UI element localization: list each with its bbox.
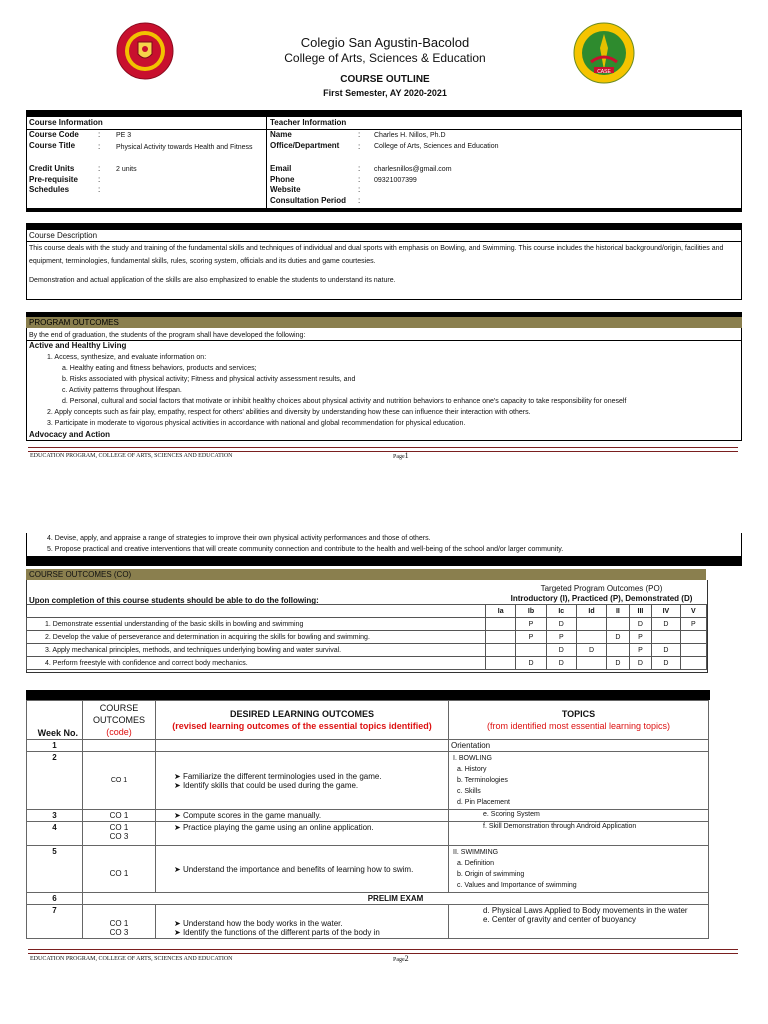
dlo-bullet: ➤ Identify skills that could be used during the game.: [174, 780, 359, 790]
topic-item: b. Terminologies: [457, 777, 508, 784]
co-text: [27, 618, 486, 631]
info-bottom-bar: [26, 208, 742, 212]
footer-rule-page2: [28, 949, 738, 954]
description-heading: Course Description: [29, 231, 98, 240]
po-item-1b: b. Risks associated with physical activity; Fitness and physical activity assessment results, and: [62, 376, 356, 383]
name-label: Name: [270, 130, 292, 139]
program-outcomes-heading-bg: [26, 317, 742, 328]
credit-units-label: Credit Units: [29, 164, 75, 173]
po-mark: D: [576, 644, 606, 657]
dlo-header-sub: (revised learning outcomes of the essential topics identified): [172, 721, 432, 731]
email-value[interactable]: charlesnillos@gmail.com: [374, 166, 452, 173]
co-code: CO 1: [83, 752, 156, 810]
college-name: College of Arts, Sciences & Education: [284, 51, 486, 65]
po-mark: D: [516, 657, 546, 670]
email-label: Email: [270, 164, 292, 173]
dlo-bullet: ➤ Familiarize the different terminologies used in the game.: [174, 771, 382, 781]
prelim-exam-cell: [83, 893, 709, 905]
po-mark: P: [516, 631, 546, 644]
table-row: [27, 893, 709, 905]
po-mark: [576, 618, 606, 631]
course-info-heading: Course Information: [29, 118, 103, 127]
colon: :: [98, 164, 101, 173]
table-row: [27, 752, 709, 810]
course-code-value: PE 3: [116, 132, 132, 139]
po-item-1a: a. Healthy eating and fitness behaviors, products and services;: [62, 365, 257, 372]
school-seal-left: [116, 22, 174, 80]
co-text-value: 1. Demonstrate essential understanding of the basic skills in bowling and swimming: [45, 620, 304, 628]
po-col-header: II: [607, 605, 630, 618]
semester-label: First Semester, AY 2020-2021: [323, 88, 447, 98]
dlo-cell: ➤ Compute scores in the game manually.: [156, 810, 449, 822]
dlo-bullet: ➤ Understand how the body works in the water.: [174, 919, 343, 928]
po-column-header-row: [27, 605, 707, 618]
co-text: [27, 657, 486, 670]
po-item-1: 1. Access, synthesize, and evaluate information on:: [47, 354, 207, 361]
po-item-3: 3. Participate in moderate to vigorous physical activities in accordance with national and global recommendation for physical education.: [47, 420, 466, 427]
co-code: CO 1: [83, 846, 156, 893]
po-mark: D: [629, 618, 652, 631]
co-text: [27, 631, 486, 644]
po-mark: [486, 657, 516, 670]
colon: :: [358, 164, 361, 173]
consultation-label: Consultation Period: [270, 196, 346, 205]
topic-item: a. Definition: [457, 860, 494, 867]
document-title: COURSE OUTLINE: [340, 74, 430, 85]
week-number: 7: [27, 905, 83, 939]
po-col-header: Ib: [516, 605, 546, 618]
po-mark: P: [546, 631, 576, 644]
co-text-value: 3. Apply mechanical principles, methods, and techniques underlying bowling and water survival.: [45, 646, 342, 654]
dlo-header-title: DESIRED LEARNING OUTCOMES: [229, 709, 374, 719]
po-mark: [486, 644, 516, 657]
topic-item: d. Pin Placement: [457, 799, 510, 806]
topic-cell: [449, 905, 709, 939]
page-number-value: 2: [404, 954, 409, 963]
table-row: [27, 822, 709, 846]
co-text-value: 4. Perform freestyle with confidence and correct body mechanics.: [45, 659, 248, 667]
footer-rule-page1: [28, 447, 738, 452]
po-mark: D: [629, 657, 652, 670]
co-code: [83, 740, 156, 752]
topic-item: b. Origin of swimming: [457, 871, 525, 878]
po-mark: P: [629, 644, 652, 657]
colon: :: [358, 142, 361, 151]
course-outcomes-lead: Upon completion of this course students should be able to do the following:: [29, 596, 319, 605]
po-mark: [607, 644, 630, 657]
po-item-2: 2. Apply concepts such as fair play, empathy, respect for others' abilities and diversity by understanding how these can influence their interaction with others.: [47, 409, 531, 416]
program-outcomes-heading: PROGRAM OUTCOMES: [29, 318, 119, 327]
dlo-header: [156, 701, 449, 740]
dlo-bullet: ➤ Identify the functions of the different parts of the body in: [174, 928, 380, 937]
topics-header-sub: (from identified most essential learning topics): [486, 721, 671, 731]
co-code-line: CO 3: [109, 928, 129, 937]
teacher-name-value: Charles H. Nillos, Ph.D: [374, 132, 446, 139]
co-code-line: CO 1: [109, 823, 129, 832]
targeted-po-subtitle: Introductory (I), Practiced (P), Demonstrated (D): [510, 594, 693, 603]
po-mark: D: [652, 644, 680, 657]
week-number: 6: [27, 893, 83, 905]
dlo-cell: [156, 752, 449, 810]
active-healthy-living-label: Active and Healthy Living: [29, 341, 127, 350]
topic-heading: I. BOWLING: [453, 755, 492, 762]
topic-item: d. Physical Laws Applied to Body movements in the water: [483, 906, 688, 915]
colon: :: [98, 185, 101, 194]
dlo-text: Familiarize the different terminologies used in the game.: [182, 771, 382, 781]
phone-label: Phone: [270, 175, 295, 184]
page-number-1: [393, 451, 409, 460]
dlo-text: Identify the functions of the different parts of the body in: [182, 928, 380, 937]
topic-cell: [449, 846, 709, 893]
colon: :: [98, 175, 101, 184]
prerequisite-label: Pre-requisite: [29, 175, 78, 184]
co-text-header: [27, 605, 486, 618]
week-number: 3: [27, 810, 83, 822]
co-header-line2: OUTCOMES: [92, 715, 145, 725]
course-outcomes-table: [26, 604, 707, 670]
po-mark: [607, 618, 630, 631]
topic-cell: [449, 752, 709, 810]
table-row: [27, 905, 709, 939]
week-number: 2: [27, 752, 83, 810]
page-word: Page: [393, 454, 405, 460]
po-mark: [486, 631, 516, 644]
phone-value: 09321007399: [374, 177, 417, 184]
colon: :: [98, 142, 101, 151]
co-header-line3: (code): [106, 727, 132, 737]
week-number: 4: [27, 822, 83, 846]
institution-name: Colegio San Agustin-Bacolod: [300, 35, 470, 50]
topic-item: c. Values and Importance of swimming: [457, 882, 577, 889]
description-paragraph-2: Demonstration and actual application of the skills are also emphasized to enable the students to understand its nature.: [29, 277, 396, 284]
table-row: [27, 631, 707, 644]
table-row: [27, 846, 709, 893]
topic-item: c. Skills: [457, 788, 481, 795]
topic-item: a. History: [457, 766, 487, 773]
dlo-text: Compute scores in the game manually.: [182, 811, 322, 820]
topic-heading: II. SWIMMING: [453, 849, 499, 856]
po-mark: [486, 618, 516, 631]
page-number-2: [393, 954, 409, 963]
co-code: [83, 822, 156, 846]
po-mark: [576, 657, 606, 670]
po-item-4: 4. Devise, apply, and appraise a range of strategies to improve their own physical activity performances and those of others.: [47, 535, 431, 542]
seal-caption: CASE: [597, 69, 611, 75]
dlo-text: Understand how the body works in the water.: [182, 919, 343, 928]
po-mark: D: [546, 657, 576, 670]
week-header: [27, 701, 83, 740]
colon: :: [358, 175, 361, 184]
course-title-label: Course Title: [29, 141, 76, 150]
po-mark: D: [546, 644, 576, 657]
table-row: [27, 810, 709, 822]
topics-header-title: TOPICS: [561, 709, 596, 719]
colon: :: [98, 130, 101, 139]
po-mark: [680, 644, 706, 657]
topic-cell: f. Skill Demonstration through Android Application: [449, 822, 709, 846]
dlo-cell: [156, 905, 449, 939]
dlo-cell: ➤ Practice playing the game using an online application.: [156, 822, 449, 846]
colon: :: [358, 185, 361, 194]
table-row: [27, 618, 707, 631]
co-text-value: 2. Develop the value of perseverance and determination in acquiring the skills for bowling and swimming.: [45, 633, 370, 641]
po-col-header: Ic: [546, 605, 576, 618]
po-mark: D: [607, 631, 630, 644]
office-value: College of Arts, Sciences and Education: [374, 143, 499, 150]
topic-item: e. Center of gravity and center of buoyancy: [483, 915, 636, 924]
po-mark: [680, 631, 706, 644]
course-title-value: Physical Activity towards Health and Fitness: [116, 144, 253, 151]
footer-text-page1: EDUCATION PROGRAM, COLLEGE OF ARTS, SCIENCES AND EDUCATION: [30, 453, 233, 459]
course-outcomes-heading: COURSE OUTCOMES (CO): [29, 570, 132, 579]
weekly-plan-table: [26, 700, 709, 939]
co-header-line1: COURSE: [99, 703, 139, 713]
po-mark: D: [546, 618, 576, 631]
teacher-info-heading: Teacher Information: [270, 118, 347, 127]
week-header-text: Week No.: [37, 728, 78, 738]
page-number-value: 1: [404, 451, 409, 460]
colon: :: [358, 130, 361, 139]
po-mark: [516, 644, 546, 657]
topics-header: [449, 701, 709, 740]
po-mark: D: [607, 657, 630, 670]
weekly-header-row: [27, 701, 709, 740]
dlo-text: Understand the importance and benefits of learning how to swim.: [182, 864, 414, 874]
po-item-1c: c. Activity patterns throughout lifespan.: [62, 387, 182, 394]
po-mark: [652, 631, 680, 644]
weekly-top-bar: [26, 690, 710, 700]
table-row: [27, 644, 707, 657]
colon: :: [358, 196, 361, 205]
po-col-header: IV: [652, 605, 680, 618]
po-bottom-bar: [26, 556, 742, 566]
co-header: [83, 701, 156, 740]
co-text: [27, 644, 486, 657]
po-mark: P: [680, 618, 706, 631]
po-col-header: Ia: [486, 605, 516, 618]
po-col-header: III: [629, 605, 652, 618]
po-col-header: V: [680, 605, 706, 618]
table-row: [27, 740, 709, 752]
week-number: 5: [27, 846, 83, 893]
po-mark: D: [652, 657, 680, 670]
table-row: [27, 657, 707, 670]
course-code-label: Course Code: [29, 130, 79, 139]
co-code-line: CO 3: [109, 832, 129, 841]
footer-text-page2: EDUCATION PROGRAM, COLLEGE OF ARTS, SCIENCES AND EDUCATION: [30, 956, 233, 962]
po-mark: [576, 631, 606, 644]
po-item-5: 5. Propose practical and creative interventions that will create community connection and contribute to the health and well-being of the school and/or larger community.: [47, 546, 564, 553]
topic-cell: Orientation: [449, 740, 709, 752]
topic-cell: e. Scoring System: [449, 810, 709, 822]
prelim-exam-label: PRELIM EXAM: [367, 894, 424, 903]
program-outcomes-intro-rule: [26, 340, 742, 341]
dlo-cell: [156, 740, 449, 752]
po-mark: D: [652, 618, 680, 631]
dlo-cell: ➤ Understand the importance and benefits of learning how to swim.: [156, 846, 449, 893]
po-col-header: Id: [576, 605, 606, 618]
info-divider: [266, 117, 267, 209]
program-outcomes-intro: By the end of graduation, the students of the program shall have developed the following:: [29, 332, 306, 339]
po-mark: P: [516, 618, 546, 631]
office-label: Office/Department: [270, 141, 340, 150]
page-word: Page: [393, 957, 405, 963]
co-code-line: CO 1: [109, 919, 129, 928]
advocacy-action-label: Advocacy and Action: [29, 430, 111, 439]
po-mark: [680, 657, 706, 670]
targeted-po-title: Targeted Program Outcomes (PO): [540, 584, 663, 593]
college-seal-right: [573, 22, 635, 84]
dlo-text: Practice playing the game using an online application.: [182, 823, 374, 832]
credit-units-value: 2 units: [116, 166, 137, 173]
po-mark: P: [629, 631, 652, 644]
website-label: Website: [270, 185, 301, 194]
info-heading-rule: [27, 129, 741, 130]
week-number: 1: [27, 740, 83, 752]
schedules-label: Schedules: [29, 185, 70, 194]
co-code: [83, 905, 156, 939]
po-item-1d: d. Personal, cultural and social factors that motivate or inhibit healthy choices about physical activity and nutrition behaviors to enhance one's capacity to take responsibility for oneself: [62, 398, 627, 405]
co-code: CO 1: [83, 810, 156, 822]
description-paragraph-1: This course deals with the study and training of the fundamental skills and techniques of individual and dual sports with emphasis on Bowling, and Swimming. This course includes the historical background/origin, facilities and equipment, terminologies, fundamental skills, rules, scoring system, officials and its duties and game courtesies.: [29, 245, 724, 265]
dlo-text: Identify skills that could be used during the game.: [182, 780, 359, 790]
